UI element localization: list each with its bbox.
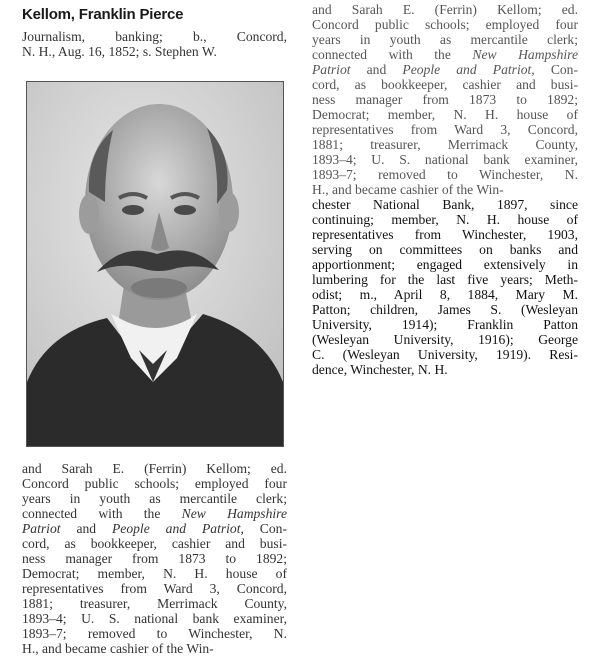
text-line: 1881; treasurer, Merrimack County, xyxy=(312,137,578,152)
text-line: (Wesleyan University, 1916); George xyxy=(312,332,578,347)
text-line: H., and became cashier of the Win- xyxy=(22,641,214,656)
left-column-continued xyxy=(22,461,287,656)
text-line: Journalism, banking; b., Concord, xyxy=(22,29,287,44)
text-line: representatives from Ward 3, Concord, xyxy=(22,581,287,596)
text-line: odist; m., April 8, 1884, Mary M. xyxy=(312,287,578,302)
text-line: 1893–4; U. S. national bank examiner, xyxy=(22,611,287,626)
text-line: ness manager from 1873 to 1892; xyxy=(312,92,578,107)
text-line: connected with the New Hampshire xyxy=(22,506,287,521)
left-column-intro xyxy=(22,29,287,59)
text-line: University, 1914); Franklin Patton xyxy=(312,317,578,332)
text-line: serving on committees on banks and xyxy=(312,242,578,257)
text-line: dence, Winchester, N. H. xyxy=(312,362,448,377)
text-line: H., and became cashier of the Win- xyxy=(312,182,504,197)
text-line: lumbering for the last five years; Meth- xyxy=(312,272,578,287)
text-line: C. (Wesleyan University, 1919). Resi- xyxy=(312,347,578,362)
text-line: representatives from Winchester, 1903, xyxy=(312,227,578,242)
text-line: chester National Bank, 1897, since xyxy=(312,197,578,212)
text-line: Democrat; member, N. H. house of xyxy=(312,107,578,122)
right-column xyxy=(312,2,578,377)
entry-heading: Kellom, Franklin Pierce xyxy=(22,6,184,23)
portrait-photo xyxy=(26,81,284,447)
text-line: and Sarah E. (Ferrin) Kellom; ed. xyxy=(22,461,287,476)
text-line: ness manager from 1873 to 1892; xyxy=(22,551,287,566)
right-column-continued-text xyxy=(312,197,578,377)
text-line: representatives from Ward 3, Concord, xyxy=(312,122,578,137)
text-line: 1893–7; removed to Winchester, N. xyxy=(312,167,578,182)
text-line: Democrat; member, N. H. house of xyxy=(22,566,287,581)
text-line: N. H., Aug. 16, 1852; s. Stephen W. xyxy=(22,44,217,59)
text-line: years in youth as mercantile clerk; xyxy=(312,32,578,47)
text-line: 1893–4; U. S. national bank examiner, xyxy=(312,152,578,167)
text-line: and Sarah E. (Ferrin) Kellom; ed. xyxy=(312,2,578,17)
text-line: apportionment; engaged extensively in xyxy=(312,257,578,272)
text-line: cord, as bookkeeper, cashier and busi- xyxy=(22,536,287,551)
text-line: Patriot and People and Patriot, Con- xyxy=(22,521,287,536)
text-line: cord, as bookkeeper, cashier and busi- xyxy=(312,77,578,92)
text-line: Patton; children, James S. (Wesleyan xyxy=(312,302,578,317)
text-line: Concord public schools; employed four xyxy=(22,476,287,491)
portrait-image xyxy=(27,82,283,446)
text-line: Patriot and People and Patriot, Con- xyxy=(312,62,578,77)
text-line: connected with the New Hampshire xyxy=(312,47,578,62)
text-line: Concord public schools; employed four xyxy=(312,17,578,32)
text-line: 1881; treasurer, Merrimack County, xyxy=(22,596,287,611)
text-line: years in youth as mercantile clerk; xyxy=(22,491,287,506)
text-line: continuing; member, N. H. house of xyxy=(312,212,578,227)
text-line: 1893–7; removed to Winchester, N. xyxy=(22,626,287,641)
right-column-faded-text xyxy=(312,2,578,197)
